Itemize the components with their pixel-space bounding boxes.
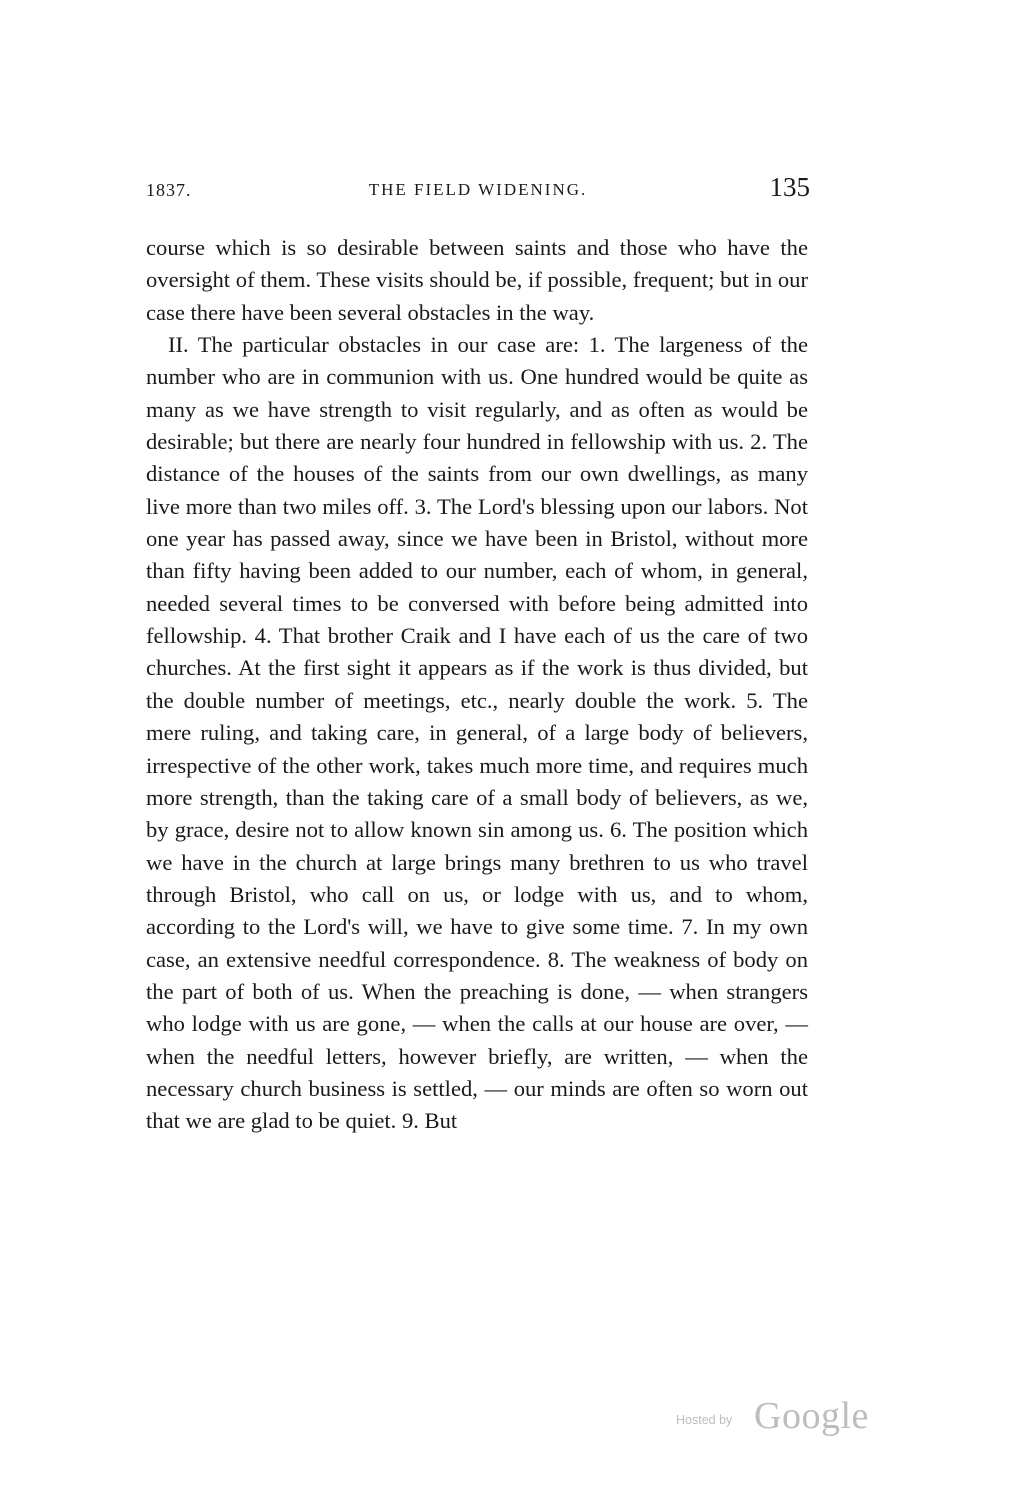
watermark-prefix: Hosted by [676,1413,733,1427]
header-year: 1837. [146,180,192,200]
header-title: THE FIELD WIDENING. [368,180,588,199]
body-text [146,232,808,1138]
running-header [146,172,810,212]
google-watermark [676,1395,886,1448]
page-number: 135 [769,172,810,202]
paragraph-continued: course which is so desirable between saints and those who have the oversight of them. These visits should be, if possible, frequent; but in our case there have been several obstacles in the way. [146,235,808,325]
paragraph-obstacles: II. The particular obstacles in our case are: 1. The largeness of the number who are in communion with us. One hundred would be quite as many as we have strength to visit regularly, and as often as would be desirable; but there are nearly four hundred in fellowship with us. 2. The distance of the houses of the saints from our own dwellings, as many live more than two miles off. 3. The Lord's blessing upon our labors. Not one year has passed away, since we have been in Bristol, without more than fifty having been added to our number, each of whom, in general, needed several times to be conversed with before being admitted into fellowship. 4. That brother Craik and I have each of us the care of two churches. At the first sight it appears as if the work is thus divided, but the double number of meetings, etc., nearly double the work. 5. The mere ruling, and taking care, in general, of a large body of believers, irrespective of the other work, takes much more time, and requires much more strength, than the taking care of a small body of believers, as we, by grace, desire not to allow known sin among us. 6. The position which we have in the church at large brings many brethren to us who travel through Bristol, who call on us, or lodge with us, and to whom, according to the Lord's will, we have to give some time. 7. In my own case, an extensive needful correspondence. 8. The weakness of body on the part of both of us. When the preaching is done, — when strangers who lodge with us are gone, — when the calls at our house are over, — when the needful letters, however briefly, are written, — when the necessary church business is settled, — our minds are often so worn out that we are glad to be quiet. 9. But [146,332,808,1134]
google-logo: Google [754,1395,869,1437]
